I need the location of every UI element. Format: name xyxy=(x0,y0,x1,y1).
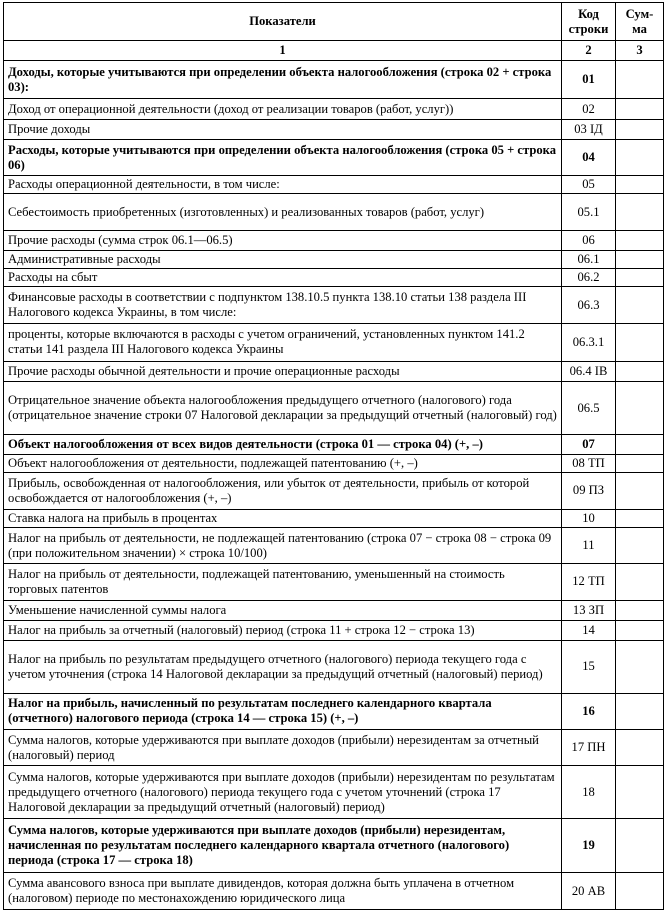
header-sum: Сум- ма xyxy=(616,3,664,41)
table-row xyxy=(4,194,664,230)
indicator-label: Объект налогообложения от деятельности, подлежащей патентованию (+, –) xyxy=(4,455,562,473)
indicator-label: Сумма авансового взноса при выплате дивидендов, которая должна быть уплачена в отчетном (налоговом) периоде по местонахождению юридического лица xyxy=(4,873,562,910)
table-row xyxy=(4,287,664,323)
indicator-label: Налог на прибыль по результатам предыдущего отчетного (налогового) периода текущего года с учетом уточнения (строка 14 Налоговой декларации за предыдущий отчетный (налоговый) период) xyxy=(4,640,562,693)
sum-cell[interactable] xyxy=(616,230,664,250)
table-row xyxy=(4,527,664,563)
sum-cell[interactable] xyxy=(616,176,664,194)
table-row xyxy=(4,509,664,527)
line-code: 13 ЗП xyxy=(562,600,616,620)
line-code: 07 xyxy=(562,434,616,454)
line-code: 18 xyxy=(562,766,616,819)
table-row xyxy=(4,873,664,910)
sum-cell[interactable] xyxy=(616,729,664,765)
indicator-label: Доходы, которые учитываются при определении объекта налогообложения (строка 02 + строка 03): xyxy=(4,61,562,99)
header-row xyxy=(4,3,664,41)
line-code: 10 xyxy=(562,509,616,527)
table-row xyxy=(4,382,664,435)
sum-cell[interactable] xyxy=(616,620,664,640)
table-row xyxy=(4,729,664,765)
indicator-label: Прочие доходы xyxy=(4,119,562,139)
sum-cell[interactable] xyxy=(616,455,664,473)
tax-declaration-table xyxy=(3,2,664,910)
line-code: 20 АВ xyxy=(562,873,616,910)
line-code: 06.3.1 xyxy=(562,323,616,361)
line-code: 01 xyxy=(562,61,616,99)
indicator-label: Административные расходы xyxy=(4,250,562,268)
line-code: 19 xyxy=(562,818,616,873)
header-line-code: Код строки xyxy=(562,3,616,41)
line-code: 09 ПЗ xyxy=(562,473,616,509)
sum-cell[interactable] xyxy=(616,473,664,509)
sum-cell[interactable] xyxy=(616,119,664,139)
indicator-label: Прибыль, освобожденная от налогообложения, или убыток от деятельности, прибыль от которой освобождается от налогообложения (+, –) xyxy=(4,473,562,509)
sum-cell[interactable] xyxy=(616,61,664,99)
line-code: 04 xyxy=(562,139,616,175)
indicator-label: Сумма налогов, которые удерживаются при выплате доходов (прибыли) нерезидентам по результатам предыдущего отчетного (налогового) периода текущего года с учетом уточнений (строка 17 Налоговой декларации за предыдущий отчетный (налоговый) период) xyxy=(4,766,562,819)
sum-cell[interactable] xyxy=(616,766,664,819)
table-row xyxy=(4,250,664,268)
table-row xyxy=(4,640,664,693)
line-code: 06.1 xyxy=(562,250,616,268)
sum-cell[interactable] xyxy=(616,693,664,729)
table-row xyxy=(4,61,664,99)
sum-cell[interactable] xyxy=(616,362,664,382)
indicator-label: Расходы, которые учитываются при определении объекта налогообложения (строка 05 + строка 06) xyxy=(4,139,562,175)
line-code: 06.5 xyxy=(562,382,616,435)
line-code: 06.3 xyxy=(562,287,616,323)
indicator-label: Себестоимость приобретенных (изготовленных) и реализованных товаров (работ, услуг) xyxy=(4,194,562,230)
sum-cell[interactable] xyxy=(616,818,664,873)
indicator-label: Уменьшение начисленной суммы налога xyxy=(4,600,562,620)
indicator-label: Налог на прибыль от деятельности, не подлежащей патентованию (строка 07 − строка 08 − строка 09 (при положительном значении) × строка 10/100) xyxy=(4,527,562,563)
sum-cell[interactable] xyxy=(616,873,664,910)
indicator-label: Доход от операционной деятельности (доход от реализации товаров (работ, услуг)) xyxy=(4,99,562,119)
line-code: 05.1 xyxy=(562,194,616,230)
indicator-label: Налог на прибыль, начисленный по результатам последнего календарного квартала (отчетного) налогового периода (строка 14 — строка 15) (+, –) xyxy=(4,693,562,729)
indicator-label: Ставка налога на прибыль в процентах xyxy=(4,509,562,527)
table-row xyxy=(4,620,664,640)
indicator-label: Объект налогообложения от всех видов деятельности (строка 01 — строка 04) (+, –) xyxy=(4,434,562,454)
sum-cell[interactable] xyxy=(616,99,664,119)
table-row xyxy=(4,230,664,250)
indicator-label: Прочие расходы обычной деятельности и прочие операционные расходы xyxy=(4,362,562,382)
line-code: 06.2 xyxy=(562,269,616,287)
sum-cell[interactable] xyxy=(616,434,664,454)
sum-cell[interactable] xyxy=(616,527,664,563)
indicator-label: Расходы на сбыт xyxy=(4,269,562,287)
indicator-label: Налог на прибыль за отчетный (налоговый) период (строка 11 + строка 12 − строка 13) xyxy=(4,620,562,640)
indicator-label: Прочие расходы (сумма строк 06.1—06.5) xyxy=(4,230,562,250)
table-row xyxy=(4,362,664,382)
table-row xyxy=(4,323,664,361)
table-row xyxy=(4,455,664,473)
line-code: 06.4 ІВ xyxy=(562,362,616,382)
indicator-label: Сумма налогов, которые удерживаются при выплате доходов (прибыли) нерезидентам за отчетный (налоговый) период xyxy=(4,729,562,765)
line-code: 11 xyxy=(562,527,616,563)
line-code: 06 xyxy=(562,230,616,250)
indicator-label: Налог на прибыль от деятельности, подлежащей патентованию, уменьшенный на стоимость торговых патентов xyxy=(4,564,562,600)
line-code: 03 ІД xyxy=(562,119,616,139)
sum-cell[interactable] xyxy=(616,287,664,323)
sum-cell[interactable] xyxy=(616,269,664,287)
line-code: 02 xyxy=(562,99,616,119)
column-number-1: 1 xyxy=(4,41,562,61)
sum-cell[interactable] xyxy=(616,600,664,620)
line-code: 14 xyxy=(562,620,616,640)
line-code: 08 ТП xyxy=(562,455,616,473)
column-number-2: 2 xyxy=(562,41,616,61)
table-row xyxy=(4,693,664,729)
table-row xyxy=(4,176,664,194)
sum-cell[interactable] xyxy=(616,194,664,230)
indicator-label: Расходы операционной деятельности, в том числе: xyxy=(4,176,562,194)
indicator-label: проценты, которые включаются в расходы с учетом ограничений, установленных пунктом 141.2 статьи 141 раздела III Налогового кодекса Украины xyxy=(4,323,562,361)
table-row xyxy=(4,269,664,287)
indicator-label: Сумма налогов, которые удерживаются при выплате доходов (прибыли) нерезидентам, начисленная по результатам последнего календарного квартала отчетного (налогового) периода (строка 17 — строка 18) xyxy=(4,818,562,873)
line-code: 17 ПН xyxy=(562,729,616,765)
table-row xyxy=(4,99,664,119)
line-code: 16 xyxy=(562,693,616,729)
table-row xyxy=(4,139,664,175)
table-row xyxy=(4,564,664,600)
table-row xyxy=(4,600,664,620)
table-row xyxy=(4,473,664,509)
line-code: 12 ТП xyxy=(562,564,616,600)
line-code: 15 xyxy=(562,640,616,693)
column-number-3: 3 xyxy=(616,41,664,61)
sum-cell[interactable] xyxy=(616,640,664,693)
table-row xyxy=(4,766,664,819)
sum-cell[interactable] xyxy=(616,382,664,435)
sum-cell[interactable] xyxy=(616,250,664,268)
table-row xyxy=(4,434,664,454)
line-code: 05 xyxy=(562,176,616,194)
indicator-label: Отрицательное значение объекта налогообложения предыдущего отчетного (налогового) года (отрицательное значение строки 07 Налоговой декларации за предыдущий отчетный (налоговый) год) xyxy=(4,382,562,435)
table-row xyxy=(4,818,664,873)
sum-cell[interactable] xyxy=(616,139,664,175)
sum-cell[interactable] xyxy=(616,564,664,600)
column-number-row xyxy=(4,41,664,61)
header-indicators: Показатели xyxy=(4,3,562,41)
indicator-label: Финансовые расходы в соответствии с подпунктом 138.10.5 пункта 138.10 статьи 138 раздела III Налогового кодекса Украины, в том числе: xyxy=(4,287,562,323)
table-row xyxy=(4,119,664,139)
sum-cell[interactable] xyxy=(616,323,664,361)
sum-cell[interactable] xyxy=(616,509,664,527)
